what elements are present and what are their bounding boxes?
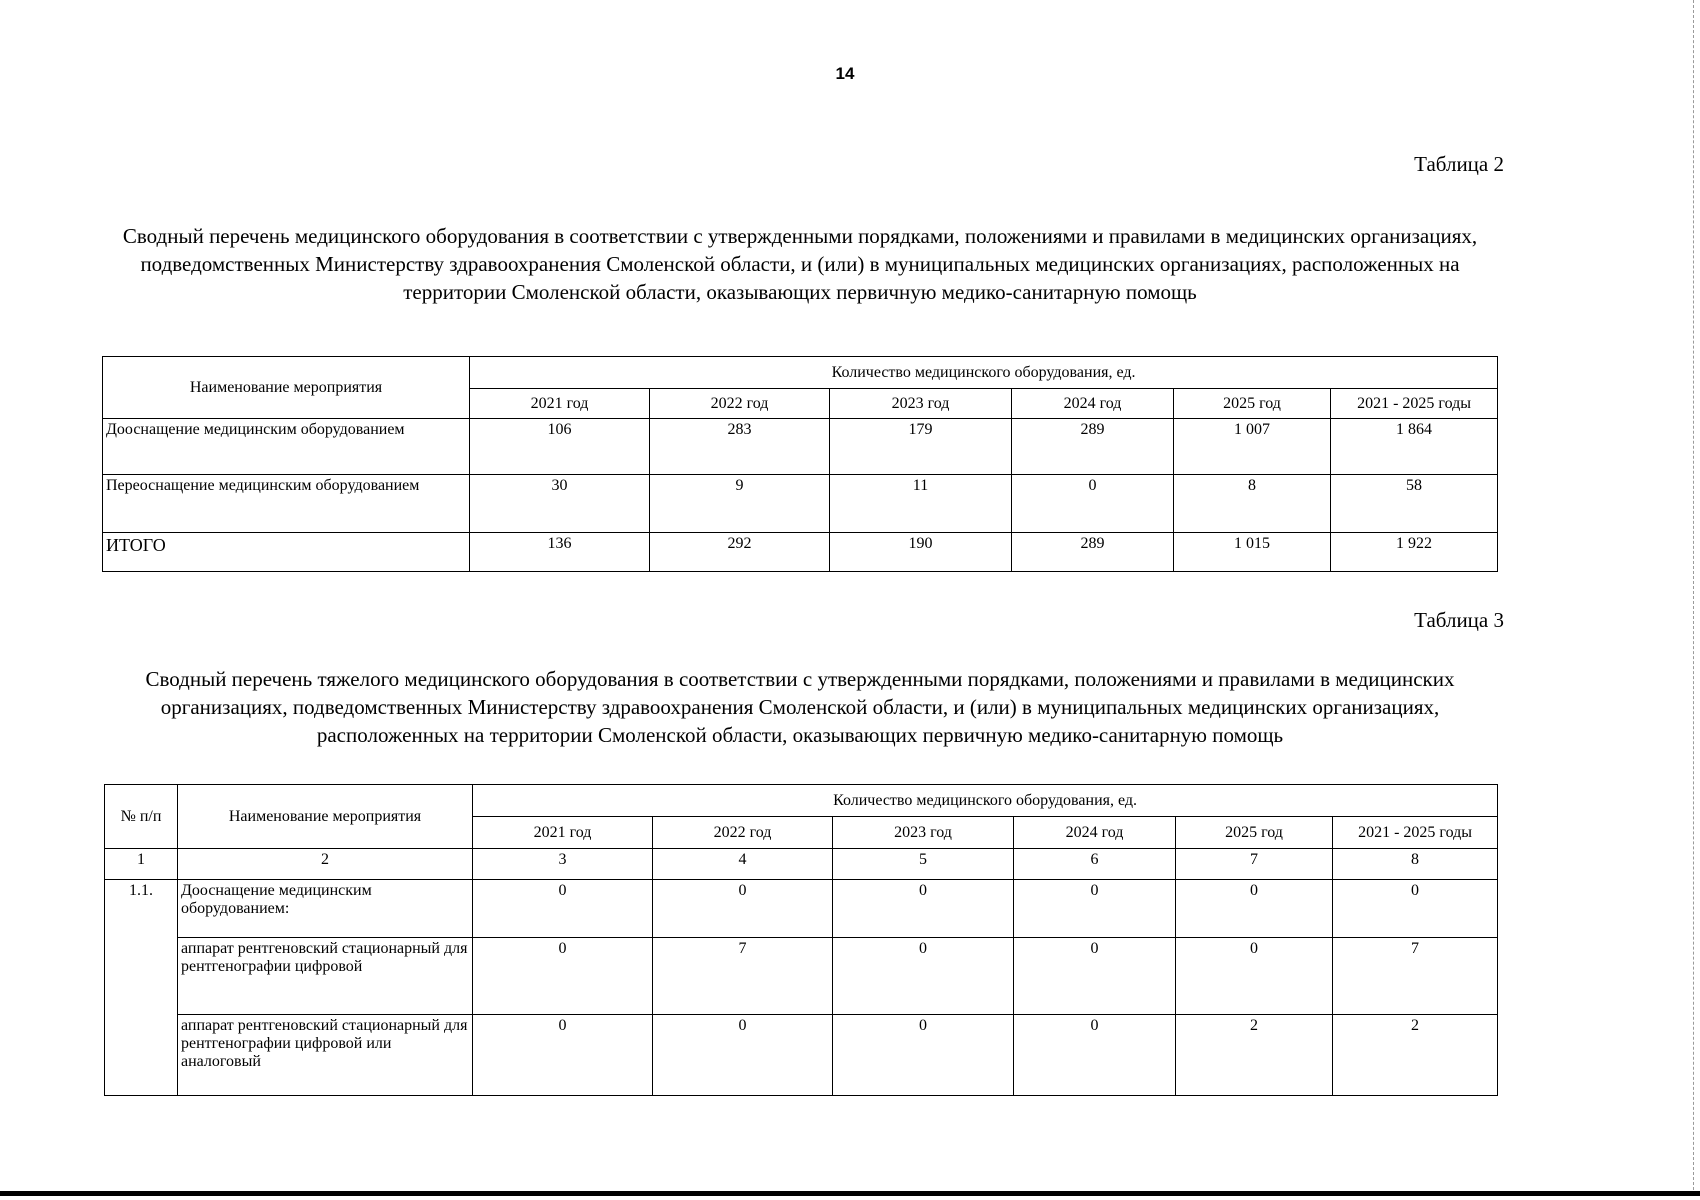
cell-value: 0: [653, 1015, 833, 1096]
cell-value: 0: [1014, 938, 1176, 1015]
table3: [104, 784, 1498, 1096]
table2-header-year: 2025 год: [1174, 389, 1331, 419]
table-index-row: [105, 849, 1498, 880]
table3-header-year: 2022 год: [653, 817, 833, 849]
cell-value: 2: [1333, 1015, 1498, 1096]
cell-value: 1 864: [1331, 419, 1498, 475]
cell-value: 292: [650, 533, 830, 572]
table2-header-year: 2022 год: [650, 389, 830, 419]
cell-value: 7: [653, 938, 833, 1015]
column-index: 8: [1333, 849, 1498, 880]
table3-header-year: 2024 год: [1014, 817, 1176, 849]
table2-header-name: Наименование мероприятия: [103, 357, 470, 419]
table-row: [105, 1015, 1498, 1096]
table2-header-year: 2021 - 2025 годы: [1331, 389, 1498, 419]
column-index: 7: [1176, 849, 1333, 880]
cell-value: 289: [1012, 419, 1174, 475]
cell-value: 8: [1174, 475, 1331, 533]
cell-value: 58: [1331, 475, 1498, 533]
table3-header-group: Количество медицинского оборудования, ед.: [473, 785, 1498, 817]
cell-value: 136: [470, 533, 650, 572]
table3-header-year: 2021 год: [473, 817, 653, 849]
table3-header-year: 2025 год: [1176, 817, 1333, 849]
column-index: 2: [178, 849, 473, 880]
cell-value: 0: [1014, 1015, 1176, 1096]
cell-value: 190: [830, 533, 1012, 572]
row-name: Дооснащение медицинским оборудованием:: [178, 880, 473, 938]
row-name: ИТОГО: [103, 533, 470, 572]
cell-value: 7: [1333, 938, 1498, 1015]
column-index: 6: [1014, 849, 1176, 880]
cell-value: 106: [470, 419, 650, 475]
cell-value: 0: [833, 1015, 1014, 1096]
row-name: аппарат рентгеновский стационарный для рентгенографии цифровой: [178, 938, 473, 1015]
cell-value: 0: [653, 880, 833, 938]
cell-value: 1 922: [1331, 533, 1498, 572]
table2-heading: Сводный перечень медицинского оборудования в соответствии с утвержденными порядками, положениями и правилами в медицинских организациях, подведомственных Министерству здравоохранения Смоленской области, и (или) в муниципальных медицинских организациях, расположенных на территории Смоленской области, оказывающих первичную медико-санитарную помощь: [122, 224, 1478, 304]
table3-heading: Сводный перечень тяжелого медицинского оборудования в соответствии с утвержденными порядками, положениями и правилами в медицинских организациях, подведомственных Министерству здравоохранения Смоленской области, и (или) в муниципальных медицинских организациях, расположенных на территории Смоленской области, оказывающих первичную медико-санитарную помощь: [145, 667, 1455, 747]
cell-value: 179: [830, 419, 1012, 475]
cell-value: 0: [473, 938, 653, 1015]
table2-header-year: 2021 год: [470, 389, 650, 419]
cell-value: 0: [1176, 880, 1333, 938]
table-row: [105, 880, 1498, 938]
cell-value: 0: [833, 880, 1014, 938]
cell-value: 9: [650, 475, 830, 533]
cell-value: 1 007: [1174, 419, 1331, 475]
table-row: [105, 938, 1498, 1015]
cell-value: 1 015: [1174, 533, 1331, 572]
cell-value: 0: [1012, 475, 1174, 533]
column-index: 3: [473, 849, 653, 880]
table3-caption: Таблица 3: [1414, 608, 1504, 632]
cell-value: 283: [650, 419, 830, 475]
column-index: 4: [653, 849, 833, 880]
table2-header-year: 2024 год: [1012, 389, 1174, 419]
bottom-scan-border: [0, 1191, 1700, 1196]
table-row: [103, 419, 1498, 475]
table3-header-year: 2021 - 2025 годы: [1333, 817, 1498, 849]
table2: [102, 356, 1498, 572]
row-name: аппарат рентгеновский стационарный для рентгенографии цифровой или аналоговый: [178, 1015, 473, 1096]
scan-edge-line: [1691, 0, 1694, 1190]
cell-value: 289: [1012, 533, 1174, 572]
row-name: Переоснащение медицинским оборудованием: [103, 475, 470, 533]
section-number: 1.1.: [105, 880, 178, 1096]
cell-value: 2: [1176, 1015, 1333, 1096]
cell-value: 0: [1333, 880, 1498, 938]
table3-header-year: 2023 год: [833, 817, 1014, 849]
cell-value: 0: [833, 938, 1014, 1015]
cell-value: 0: [1176, 938, 1333, 1015]
cell-value: 0: [1014, 880, 1176, 938]
page-number: 14: [835, 64, 855, 83]
cell-value: 30: [470, 475, 650, 533]
cell-value: 11: [830, 475, 1012, 533]
row-name: Дооснащение медицинским оборудованием: [103, 419, 470, 475]
table2-header-year: 2023 год: [830, 389, 1012, 419]
table3-header-name: Наименование мероприятия: [178, 785, 473, 849]
column-index: 5: [833, 849, 1014, 880]
table2-caption: Таблица 2: [1414, 152, 1504, 176]
table-row: [103, 533, 1498, 572]
table-row: [103, 475, 1498, 533]
cell-value: 0: [473, 880, 653, 938]
cell-value: 0: [473, 1015, 653, 1096]
column-index: 1: [105, 849, 178, 880]
table2-header-group: Количество медицинского оборудования, ед.: [470, 357, 1498, 389]
table3-header-no: № п/п: [105, 785, 178, 849]
